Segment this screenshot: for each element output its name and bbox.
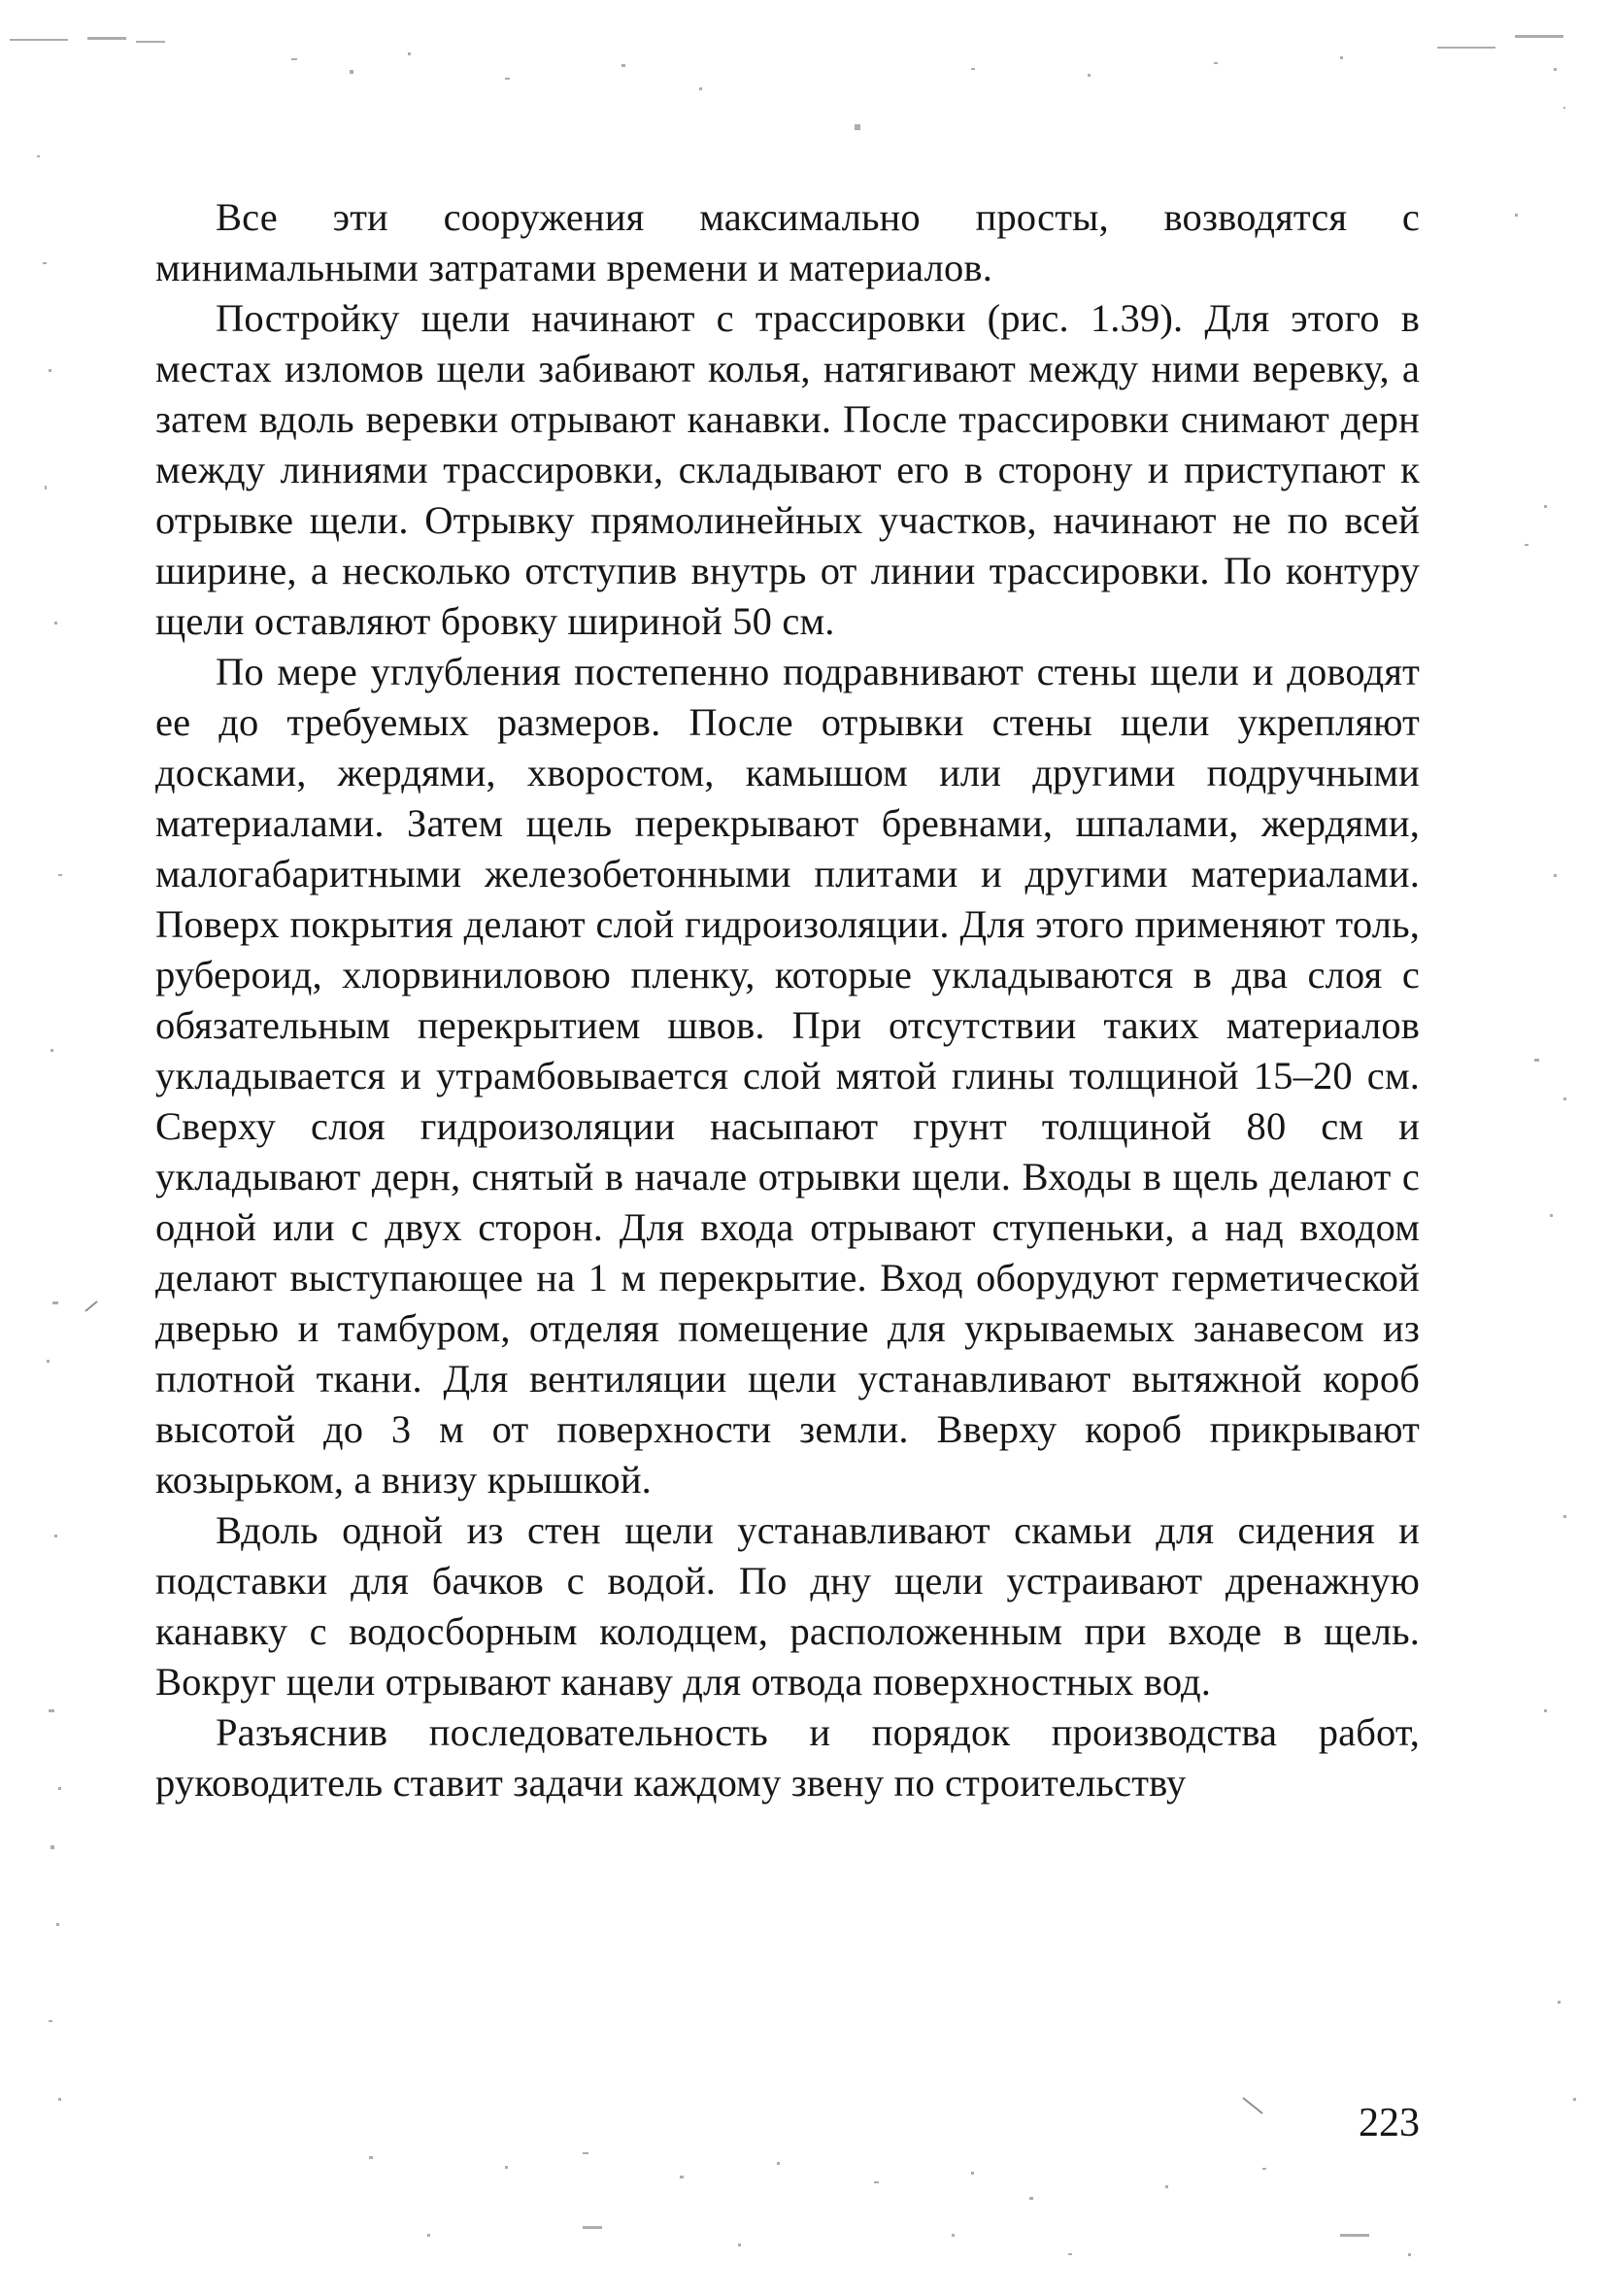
paragraph: Разъяснив последовательность и порядок производства работ, руководитель ставит задачи каждому звену по строительству [155, 1710, 1420, 1805]
page-number: 223 [1359, 2101, 1420, 2145]
paragraph: Вдоль одной из стен щели устанавливают скамьи для сидения и подставки для бачков с водой. По дну щели устраивают дренажную канавку с водосборным колодцем, расположенным при входе в щель. Вокруг щели отрывают канаву для отвода поверхностных вод. [155, 1508, 1420, 1704]
paragraph: По мере углубления постепенно подравнивают стены щели и доводят ее до требуемых размеров. После отрывки стены щели укрепляют досками, жердями, хворостом, камышом или другими подручными материалами. Затем щель перекрывают бревнами, шпалами, жердями, малогабаритными железобетонными плитами и другими материалами. Поверх покрытия делают слой гидроизоляции. Для этого применяют толь, рубероид, хлорвиниловою пленку, которые укладываются в два слоя с обязательным перекрытием швов. При отсутствии таких материалов укладывается и утрамбовывается слой мятой глины толщиной 15–20 см. Сверху слоя гидроизоляции насыпают грунт толщиной 80 см и укладывают дерн, снятый в начале отрывки щели. Входы в щель делают с одной или с двух сторон. Для входа отрывают ступеньки, а над входом делают выступающее на 1 м перекрытие. Вход оборудуют герметической дверью и тамбуром, отделяя помещение для укрываемых занавесом из плотной ткани. Для вентиляции щели устанавливают вытяжной короб высотой до 3 м от поверхности земли. Вверху короб прикрывают козырьком, а внизу крышкой. [155, 650, 1420, 1502]
paragraph: Постройку щели начинают с трассировки (рис. 1.39). Для этого в местах изломов щели забивают колья, натягивают между ними веревку, а затем вдоль веревки отрывают канавки. После трассировки снимают дерн между линиями трассировки, складывают его в сторону и приступают к отрывке щели. Отрывку прямолинейных участков, начинают не по всей ширине, а несколько отступив внутрь от линии трассировки. По контуру щели оставляют бровку шириной 50 см. [155, 296, 1420, 643]
page-body-text [155, 192, 1420, 1808]
paragraph: Все эти сооружения максимально просты, возводятся с минимальными затратами времени и материалов. [155, 195, 1420, 289]
